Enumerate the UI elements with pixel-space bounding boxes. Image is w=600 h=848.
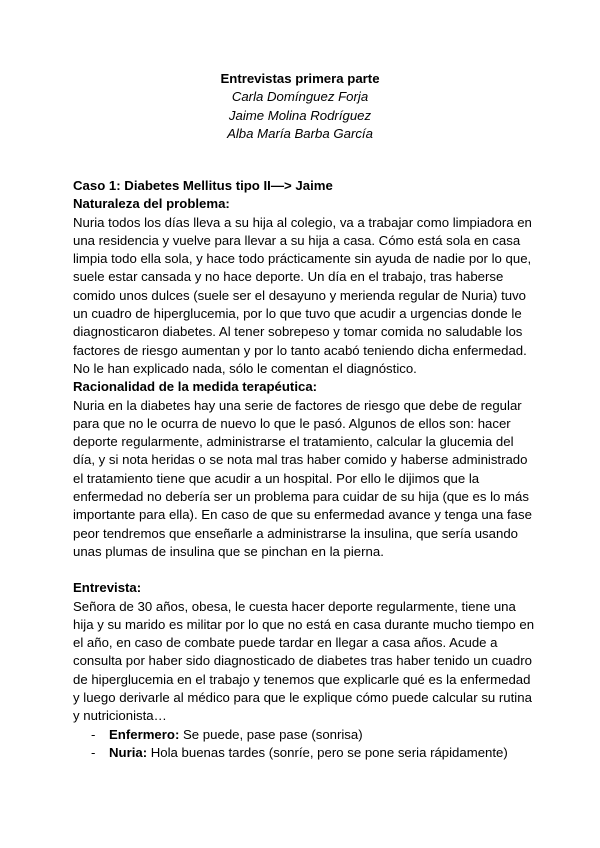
author-name: Alba María Barba García: [227, 125, 373, 141]
dialogue-list: [73, 726, 535, 763]
dialogue-item: [73, 726, 535, 744]
list-dash: -: [91, 744, 96, 760]
case-heading: Caso 1: Diabetes Mellitus tipo II—> Jaime: [73, 178, 333, 193]
dialogue-item: [73, 744, 535, 762]
document-header: [0, 70, 600, 143]
problem-paragraph: Nuria todos los días lleva a su hija al colegio, va a trabajar como limpiadora en una residencia y vuelve para llevar a su hija a casa. Cómo está sola en casa limpia todo ella sola, y hace todo prácticamente sin ayuda de nadie por lo que, suele estar cansada y no hace deporte. Un día en el trabajo, tras haberse comido unos dulces (suele ser el desayuno y merienda regular de Nuria) tuvo un cuadro de hiperglucemia, por lo que tuvo que acudir a urgencias donde le diagnosticaron diabetes. Al tener sobrepeso y tomar comida no saludable los factores de riesgo aumentan y por lo tanto acabó teniendo dicha enfermedad. No le han explicado nada, sólo le comentan el diagnóstico.: [73, 214, 532, 376]
paragraph-spacer: [73, 561, 535, 579]
dialogue-line: Hola buenas tardes (sonríe, pero se pone seria rápidamente): [150, 744, 508, 760]
dialogue-speaker: Nuria:: [109, 744, 151, 760]
interview-paragraph: Señora de 30 años, obesa, le cuesta hacer deporte regularmente, tiene una hija y su marido es militar por lo que no está en casa durante mucho tiempo en el año, en caso de combate puede tardar en llegar a casa años. Acude a consulta por haber sido diagnosticado de diabetes tras haber tenido un cuadro de hiperglucemia en el trabajo y tenemos que explicarle qué es la enfermedad y luego derivarle al médico para que le explique cómo puede calcular su rutina y nutricionista…: [73, 598, 535, 724]
author-name: Jaime Molina Rodríguez: [228, 107, 372, 123]
rationale-paragraph: Nuria en la diabetes hay una serie de factores de riesgo que debe de regular para que no le ocurra de nuevo lo que le pasó. Algunos de ellos son: hacer deporte regularmente, administrarse el tratamiento, calcular la glucemia del día, y si nota heridas o se nota mal tras haber comido y haberse administrado el tratamiento tiene que acudir a un hospital. Por ello le dijimos que la enfermedad no debería ser un problema para cuidar de su hija (que es lo más importante para ella). En caso de que su enfermedad avance y tenga una fase peor tendremos que enseñarle a administrarse la insulina, que sería usando unas plumas de insulina que se pinchan en la pierna.: [73, 397, 532, 559]
rationale-heading: Racionalidad de la medida terapéutica:: [73, 379, 318, 395]
document-body: [73, 177, 535, 762]
dialogue-speaker: Enfermero:: [109, 726, 184, 742]
dialogue-line: Se puede, pase pase (sonrisa): [183, 726, 363, 742]
document-title: Entrevistas primera parte: [220, 71, 380, 86]
interview-heading: Entrevista:: [73, 580, 142, 596]
problem-heading: Naturaleza del problema:: [73, 196, 230, 212]
author-name: Carla Domínguez Forja: [231, 89, 369, 105]
list-dash: -: [91, 726, 96, 742]
